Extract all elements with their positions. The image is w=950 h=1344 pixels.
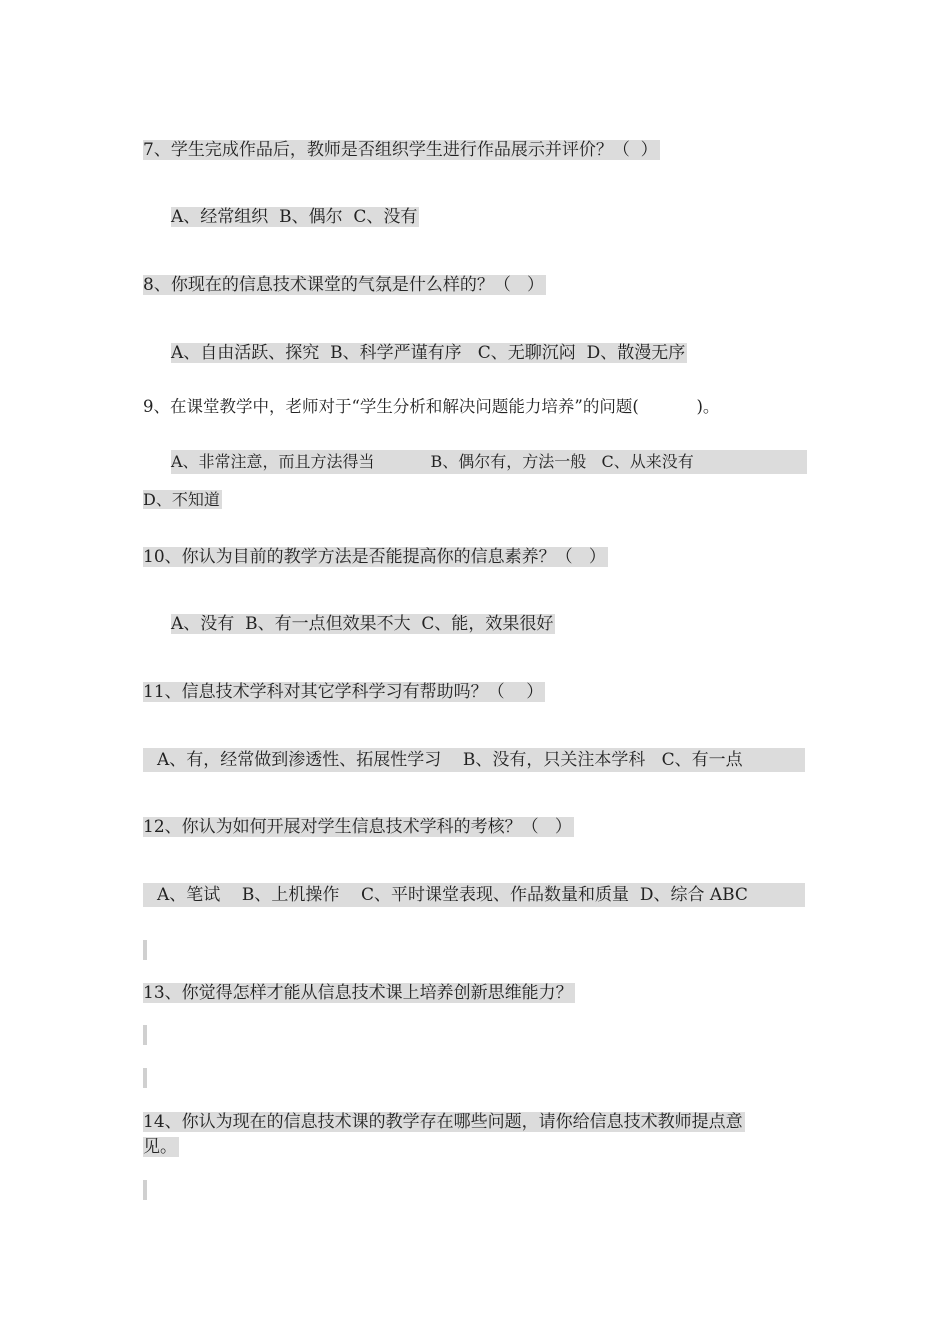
blank-line-marker	[143, 1025, 147, 1045]
q9-options-line2: D、不知道	[143, 490, 220, 509]
q12-options: A、笔试 B、上机操作 C、平时课堂表现、作品数量和质量 D、综合 ABC	[143, 883, 805, 907]
q14-question-line2: 见。	[143, 1137, 177, 1157]
q9-options-line1: A、非常注意，而且方法得当 B、偶尔有，方法一般 C、从来没有	[171, 450, 807, 474]
q14-question-line1: 14、你认为现在的信息技术课的教学存在哪些问题，请你给信息技术教师提点意	[143, 1112, 743, 1132]
q13-question: 13、你觉得怎样才能从信息技术课上培养创新思维能力？	[143, 983, 573, 1003]
q12-question: 12、你认为如何开展对学生信息技术学科的考核？（ ）	[143, 817, 572, 837]
q7-question: 7、学生完成作品后，教师是否组织学生进行作品展示并评价？（ ）	[143, 140, 658, 160]
q9-question: 9、在课堂教学中，老师对于“学生分析和解决问题能力培养”的问题( )。	[143, 397, 720, 416]
q11-question: 11、信息技术学科对其它学科学习有帮助吗？（ ）	[143, 682, 544, 702]
q8-options: A、自由活跃、探究 B、科学严谨有序 C、无聊沉闷 D、散漫无序	[171, 343, 686, 363]
q10-options: A、没有 B、有一点但效果不大 C、能，效果很好	[171, 614, 554, 634]
blank-line-marker	[143, 1068, 147, 1088]
blank-line-marker	[143, 940, 147, 960]
blank-line-marker	[143, 1180, 147, 1200]
q8-question: 8、你现在的信息技术课堂的气氛是什么样的？（ ）	[143, 275, 545, 295]
q11-options: A、有，经常做到渗透性、拓展性学习 B、没有，只关注本学科 C、有一点	[143, 748, 805, 772]
q7-options: A、经常组织 B、偶尔 C、没有	[171, 207, 418, 227]
q10-question: 10、你认为目前的教学方法是否能提高你的信息素养？（ ）	[143, 547, 606, 567]
